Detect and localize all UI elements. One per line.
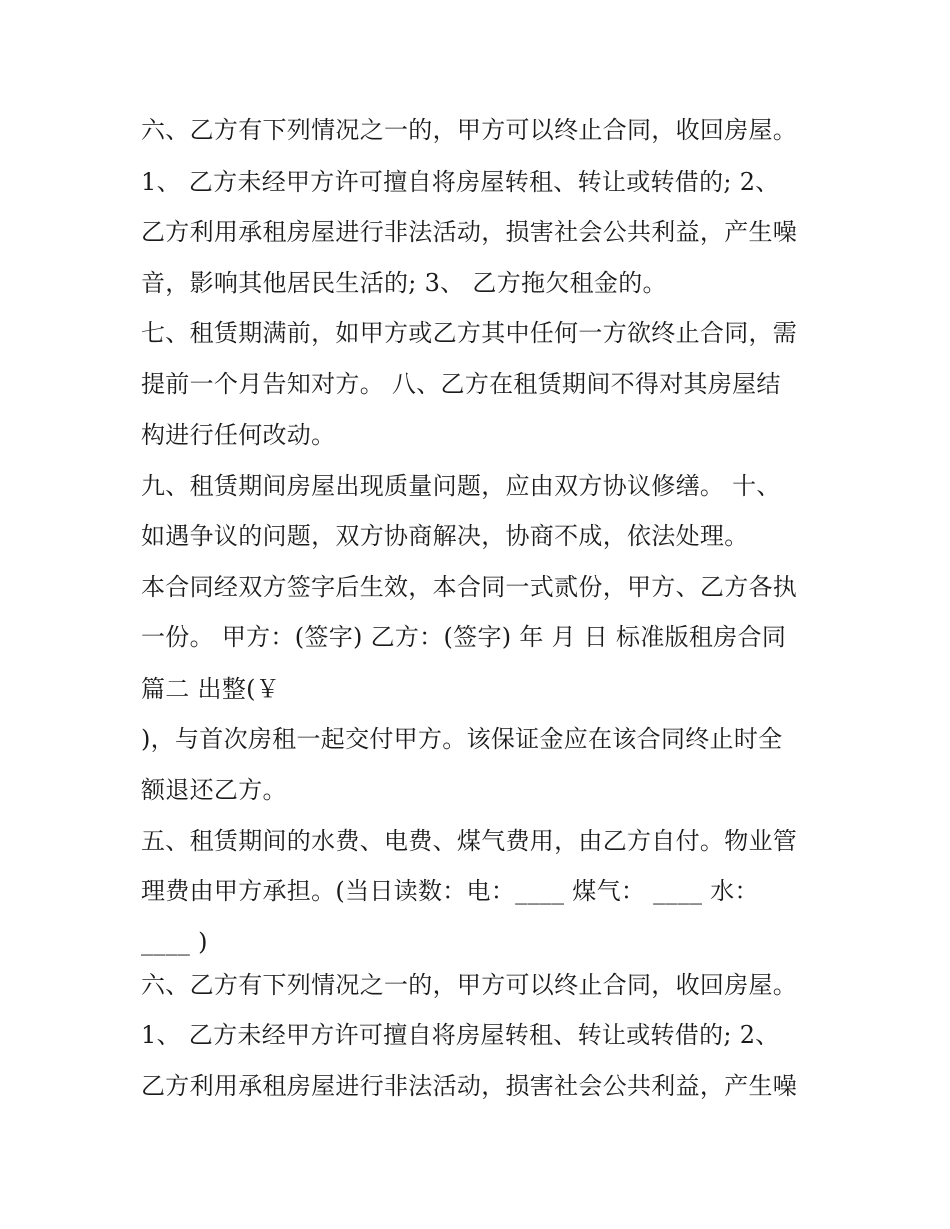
text-line-13: )，与首次房租一起交付甲方。该保证金应在该合同终止时全: [141, 725, 783, 753]
text-line-4: 音，影响其他居民生活的; 3、 乙方拖欠租金的。: [141, 269, 667, 297]
text-line-6: 提前一个月告知对方。 八、乙方在租赁期间不得对其房屋结: [141, 370, 781, 398]
text-line-20: 乙方利用承租房屋进行非法活动，损害社会公共利益，产生噪: [141, 1072, 798, 1100]
text-line-16: 理费由甲方承担。(当日读数：电：____ 煤气： ____ 水：: [141, 877, 759, 905]
text-line-5: 七、租赁期满前，如甲方或乙方其中任何一方欲终止合同，需: [141, 319, 798, 347]
text-line-19: 1、 乙方未经甲方许可擅自将房屋转租、转让或转借的; 2、: [141, 1021, 780, 1049]
text-line-7: 构进行任何改动。: [141, 421, 336, 449]
text-line-18: 六、乙方有下列情况之一的，甲方可以终止合同，收回房屋。: [141, 971, 798, 999]
text-line-12: 篇二 出整(￥: [141, 675, 281, 703]
text-line-1: 六、乙方有下列情况之一的，甲方可以终止合同，收回房屋。: [141, 116, 798, 144]
text-line-10: 本合同经双方签字后生效，本合同一式贰份，甲方、乙方各执: [141, 573, 798, 601]
text-line-15: 五、租赁期间的水费、电费、煤气费用，由乙方自付。物业管: [141, 827, 798, 855]
text-line-17: ____ ): [141, 928, 208, 956]
text-line-9: 如遇争议的问题，双方协商解决，协商不成，依法处理。: [141, 522, 749, 550]
text-line-2: 1、 乙方未经甲方许可擅自将房屋转租、转让或转借的; 2、: [141, 168, 780, 196]
text-line-8: 九、租赁期间房屋出现质量问题，应由双方协议修缮。 十、: [141, 472, 781, 500]
text-line-14: 额退还乙方。: [141, 776, 287, 804]
text-line-11: 一份。 甲方：(签字) 乙方：(签字) 年 月 日 标准版租房合同: [141, 623, 787, 651]
text-line-3: 乙方利用承租房屋进行非法活动，损害社会公共利益，产生噪: [141, 218, 798, 246]
